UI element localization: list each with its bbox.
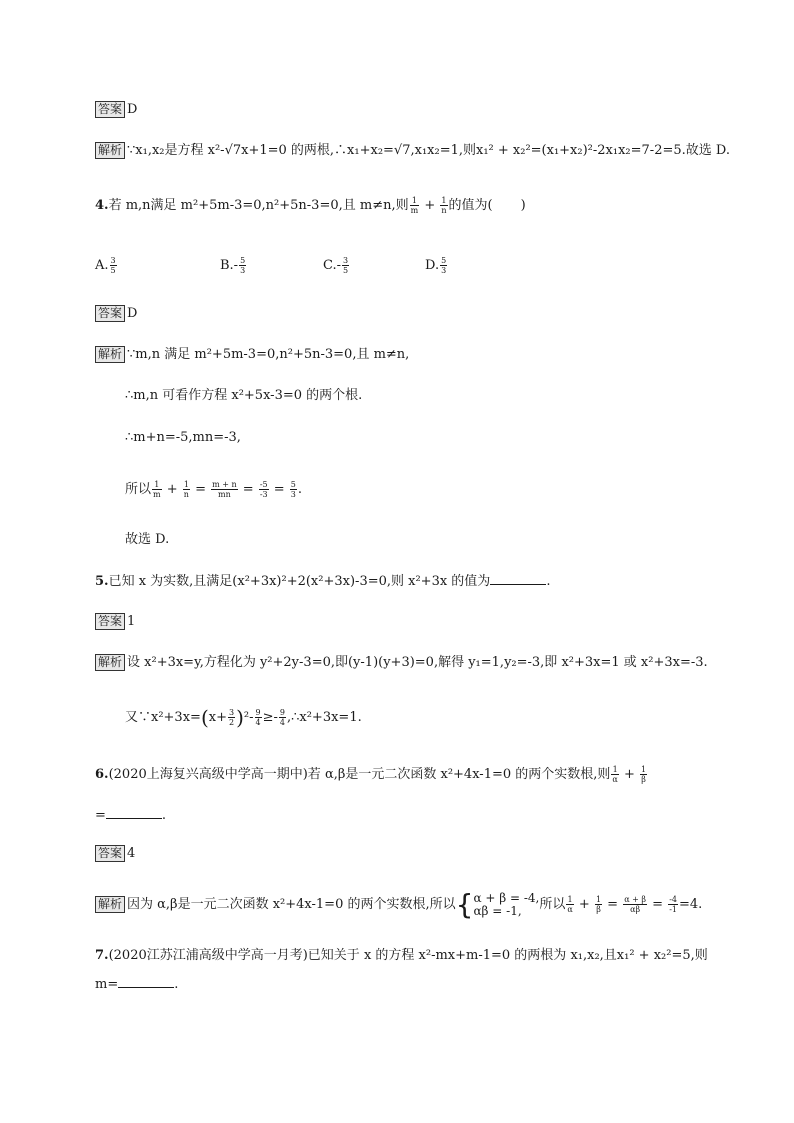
q4-analysis-line4: 所以 $\frac{1}{m}$ + $\frac{1}{n}$ = $\frac{m + n}{mn}$ = $\frac{-5}{-3}$ = $\frac{5}{3}$ . — [125, 480, 303, 499]
q4-analysis-line1: 解析 ∵m,n 满足 m²+5m-3=0,n²+5n-3=0,且 m≠n, — [95, 346, 409, 364]
q6-answer: 4 — [127, 846, 136, 861]
analysis-tag: 解析 — [95, 896, 125, 913]
answer-tag: 答案 — [95, 101, 125, 118]
q5-analysis-line1: 解析 设 x²+3x=y,方程化为 y²+2y-3=0,即(y-1)(y+3)=0,解得 y₁=1,y₂=-3,即 x²+3x=1 或 x²+3x=-3. — [95, 654, 708, 672]
q4-option-a: A. $\frac{3}{5}$ — [95, 256, 116, 275]
analysis-tag: 解析 — [95, 142, 125, 159]
q4-option-d: D. $\frac{5}{3}$ — [425, 256, 447, 275]
q4-stem-c: ) — [520, 198, 526, 213]
q6-blank — [106, 806, 162, 819]
analysis-tag: 解析 — [95, 346, 125, 363]
q6-stem: 6.(2020上海复兴高级中学高一期中)若 α,β是一元二次函数 x²+4x-1=0 的两个实数根,则 $\frac{1}{\alpha}$ + $\frac{1}{\beta}$ — [95, 765, 647, 784]
q3-analysis-line — [95, 142, 730, 160]
q5-answer-line — [95, 613, 135, 631]
q6-stem-line2: = . — [95, 808, 167, 823]
q7-stem-line2: m= . — [95, 977, 179, 992]
q5-analysis-line2: 又∵x²+3x=(x+ $\frac{3}{2}$ )²- $\frac{9}{4}$ ≥- $\frac{9}{4}$ ,∴x²+3x=1. — [125, 705, 362, 730]
q4-stem-a: 若 m,n满足 m²+5m-3=0,n²+5n-3=0,且 m≠n,则 — [108, 198, 409, 213]
answer-tag: 答案 — [95, 305, 125, 322]
q4-analysis-line5: 故选 D. — [125, 532, 170, 547]
q5-stem: 5.已知 x 为实数,且满足(x²+3x)²+2(x²+3x)-3=0,则 x²+3x 的值为 . — [95, 574, 551, 589]
q7-stem: 7.(2020江苏江浦高级中学高一月考)已知关于 x 的方程 x²-mx+m-1=0 的两根为 x₁,x₂,且x₁² + x₂²=5,则 — [95, 948, 708, 963]
q6-answer-line — [95, 845, 135, 863]
frac-1-over-m: $\frac{1}{m}$ — [410, 196, 419, 215]
q4-stem-b: 的值为( — [448, 198, 493, 213]
q3-answer-line — [95, 101, 137, 119]
q3-answer: D — [127, 102, 138, 117]
q5-answer: 1 — [127, 614, 136, 629]
frac-1-over-n: $\frac{1}{n}$ — [441, 196, 447, 215]
q6-analysis-line: 解析 因为 α,β是一元二次函数 x²+4x-1=0 的两个实数根,所以{ α + β = -4, αβ = -1, 所以 $\frac{1}{\alpha}$ + $\frac{1}{\beta}$ = $\frac{\alpha + \beta}{\alpha\beta}$ = $\frac{-4}{-1}$ =4. — [95, 890, 702, 920]
q7-blank — [118, 975, 174, 988]
q4-option-c: C.- $\frac{3}{5}$ — [323, 256, 349, 275]
q4-analysis-line3: ∴m+n=-5,mn=-3, — [125, 430, 241, 445]
q4-analysis-line2: ∴m,n 可看作方程 x²+5x-3=0 的两个根. — [125, 388, 363, 403]
q4-stem: 4.若 m,n满足 m²+5m-3=0,n²+5n-3=0,且 m≠n,则 $\frac{1}{m}$ + $\frac{1}{n}$ 的值为( ) — [95, 196, 526, 215]
q3-analysis: ∵x₁,x₂是方程 x²-√7x+1=0 的两根,∴x₁+x₂=√7,x₁x₂=1,则x₁² + x₂²=(x₁+x₂)²-2x₁x₂=7-2=5.故选 D. — [127, 143, 730, 158]
q4-option-b: B.- $\frac{5}{3}$ — [220, 256, 246, 275]
q4-answer-line — [95, 305, 137, 323]
answer-tag: 答案 — [95, 613, 125, 630]
q4-answer: D — [127, 306, 138, 321]
analysis-tag: 解析 — [95, 654, 125, 671]
q5-blank — [490, 572, 546, 585]
q4-number: 4. — [95, 198, 109, 213]
answer-tag: 答案 — [95, 845, 125, 862]
